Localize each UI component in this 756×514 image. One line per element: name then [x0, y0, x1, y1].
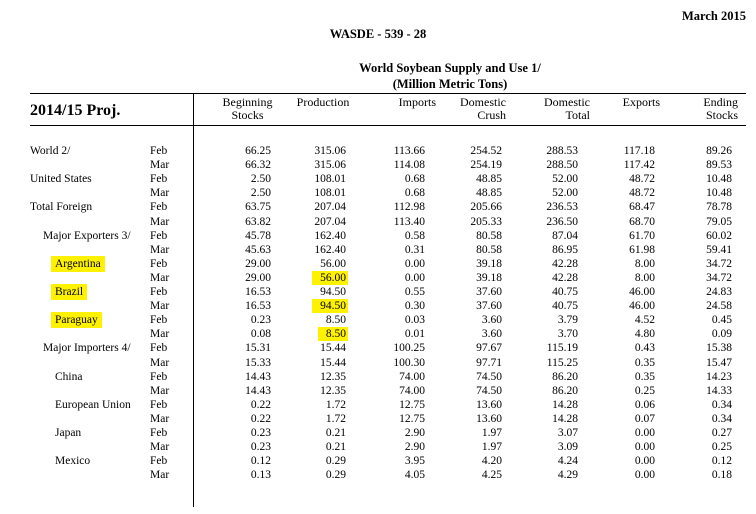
table-cell-exports: 0.00 — [634, 427, 655, 439]
table-cell-ending-stocks: 0.34 — [711, 398, 732, 411]
table-cell-exports: 0.35 — [634, 370, 655, 383]
table-cell-ending-stocks: 14.33 — [706, 384, 732, 397]
table-cell-domestic-crush: 205.66 — [470, 201, 502, 214]
table-cell-domestic-crush: 97.71 — [476, 356, 502, 369]
report-date: March 2015 — [682, 9, 746, 23]
table-cell-ending-stocks: 0.45 — [711, 314, 732, 327]
row-month: Feb — [150, 145, 168, 157]
row-month: Feb — [150, 370, 168, 383]
table-cell-beginning-stocks: 15.31 — [245, 342, 271, 355]
table-cell-domestic-total: 42.28 — [552, 271, 578, 284]
table-cell-production: 8.50 — [325, 314, 346, 327]
header-production-line1: Production — [296, 95, 350, 109]
table-cell-imports: 0.55 — [404, 286, 425, 298]
header-top-rule — [30, 93, 746, 94]
table-cell-imports: 100.25 — [393, 342, 425, 355]
table-cell-production: 315.06 — [314, 159, 346, 172]
table-cell-production: 12.35 — [320, 384, 346, 397]
table-cell-exports: 0.07 — [634, 412, 655, 425]
table-cell-production: 207.04 — [314, 201, 346, 214]
table-cell-production: 0.29 — [325, 469, 346, 482]
table-title: World Soybean Supply and Use 1/ — [359, 61, 541, 75]
table-cell-domestic-crush: 48.85 — [476, 187, 502, 200]
table-cell-imports: 113.66 — [393, 145, 425, 157]
row-month: Mar — [150, 215, 170, 228]
table-cell-domestic-total: 86.20 — [552, 370, 578, 383]
header-imports-line1: Imports — [398, 95, 436, 109]
table-cell-domestic-total: 14.28 — [552, 398, 578, 411]
table-cell-ending-stocks: 0.27 — [711, 427, 732, 439]
row-month: Mar — [150, 356, 170, 369]
table-cell-imports: 4.05 — [404, 469, 425, 482]
table-cell-beginning-stocks: 66.25 — [245, 145, 271, 157]
table-cell-beginning-stocks: 63.75 — [245, 201, 271, 214]
table-cell-domestic-total: 14.28 — [552, 412, 578, 425]
table-cell-beginning-stocks: 66.32 — [245, 159, 271, 172]
table-cell-domestic-total: 3.70 — [557, 328, 578, 341]
table-cell-beginning-stocks: 15.33 — [245, 356, 271, 369]
table-cell-exports: 117.18 — [623, 145, 655, 157]
header-domestic-total-line2: Total — [565, 108, 590, 122]
table-cell-exports: 0.00 — [634, 455, 655, 468]
table-cell-beginning-stocks: 0.08 — [250, 328, 271, 341]
row-month: Feb — [150, 455, 168, 468]
table-cell-domestic-total: 115.19 — [546, 342, 578, 355]
row-label: Major Importers 4/ — [43, 342, 131, 355]
table-cell-imports: 2.90 — [404, 427, 425, 439]
row-month: Feb — [150, 229, 168, 242]
table-cell-imports: 74.00 — [399, 370, 425, 383]
row-month: Mar — [150, 300, 170, 313]
table-cell-domestic-total: 4.29 — [557, 469, 578, 482]
row-month: Feb — [150, 398, 168, 411]
table-cell-production: 1.72 — [325, 412, 346, 425]
table-cell-ending-stocks: 0.09 — [711, 328, 732, 341]
header-ending-stocks-line1: Ending — [703, 95, 738, 109]
row-label: Brazil — [51, 284, 87, 300]
table-cell-domestic-total: 3.09 — [557, 441, 578, 454]
table-cell-exports: 48.72 — [629, 187, 655, 200]
table-cell-production: 0.21 — [325, 441, 346, 454]
table-cell-beginning-stocks: 0.23 — [250, 427, 271, 439]
table-cell-beginning-stocks: 0.22 — [250, 398, 271, 411]
table-cell-production: 162.40 — [314, 229, 346, 242]
table-cell-ending-stocks: 10.48 — [706, 187, 732, 200]
table-cell-domestic-total: 3.79 — [557, 314, 578, 327]
table-cell-domestic-total: 42.28 — [552, 257, 578, 270]
row-month: Feb — [150, 257, 168, 270]
table-cell-beginning-stocks: 0.12 — [250, 455, 271, 468]
table-cell-imports: 114.08 — [393, 159, 425, 172]
table-cell-imports: 3.95 — [404, 455, 425, 468]
row-label: Mexico — [55, 455, 91, 468]
header-domestic-crush-line2: Crush — [477, 108, 506, 122]
row-month: Feb — [150, 173, 168, 186]
table-cell-imports: 12.75 — [399, 398, 425, 411]
table-cell-exports: 4.52 — [634, 314, 655, 327]
table-cell-imports: 0.30 — [404, 300, 425, 313]
row-month: Mar — [150, 469, 170, 482]
row-label: Major Exporters 3/ — [43, 229, 131, 242]
table-cell-imports: 2.90 — [404, 441, 425, 454]
table-cell-ending-stocks: 78.78 — [706, 201, 732, 214]
row-label: Total Foreign — [30, 201, 93, 214]
table-cell-domestic-crush: 4.25 — [481, 469, 502, 482]
row-label: Paraguay — [51, 312, 102, 328]
table-cell-domestic-crush: 254.19 — [470, 159, 502, 172]
header-domestic-total-line1: Domestic — [544, 95, 590, 109]
table-cell-beginning-stocks: 2.50 — [250, 187, 271, 200]
row-month: Mar — [150, 412, 170, 425]
table-cell-ending-stocks: 79.05 — [706, 215, 732, 228]
table-cell-imports: 0.03 — [404, 314, 425, 327]
table-cell-production: 94.50 — [312, 299, 348, 313]
table-cell-beginning-stocks: 29.00 — [245, 271, 271, 284]
table-cell-ending-stocks: 59.41 — [706, 243, 732, 256]
table-cell-domestic-total: 236.50 — [546, 215, 578, 228]
table-cell-exports: 8.00 — [634, 271, 655, 284]
table-cell-ending-stocks: 34.72 — [706, 271, 732, 284]
table-cell-exports: 68.70 — [629, 215, 655, 228]
header-bottom-rule — [30, 125, 746, 126]
table-cell-beginning-stocks: 0.22 — [250, 412, 271, 425]
row-label: United States — [30, 173, 92, 186]
table-cell-ending-stocks: 0.34 — [711, 412, 732, 425]
row-label: European Union — [55, 398, 131, 411]
table-cell-domestic-total: 87.04 — [552, 229, 578, 242]
table-cell-imports: 0.58 — [404, 229, 425, 242]
table-cell-ending-stocks: 15.38 — [706, 342, 732, 355]
table-cell-production: 207.04 — [314, 215, 346, 228]
table-cell-exports: 46.00 — [629, 300, 655, 313]
table-cell-exports: 4.80 — [634, 328, 655, 341]
table-cell-domestic-crush: 37.60 — [476, 300, 502, 313]
table-cell-production: 108.01 — [314, 173, 346, 186]
table-cell-domestic-total: 40.75 — [552, 300, 578, 313]
table-cell-ending-stocks: 10.48 — [706, 173, 732, 186]
header-domestic-crush-line1: Domestic — [460, 95, 506, 109]
table-cell-exports: 0.25 — [634, 384, 655, 397]
table-cell-domestic-total: 86.20 — [552, 384, 578, 397]
table-cell-exports: 0.35 — [634, 356, 655, 369]
table-cell-beginning-stocks: 14.43 — [245, 370, 271, 383]
table-cell-domestic-total: 236.53 — [546, 201, 578, 214]
table-cell-domestic-total: 86.95 — [552, 243, 578, 256]
table-cell-domestic-total: 288.53 — [546, 145, 578, 157]
row-month: Feb — [150, 427, 168, 439]
table-cell-exports: 0.06 — [634, 398, 655, 411]
table-cell-production: 8.50 — [318, 327, 348, 341]
row-label: Argentina — [51, 256, 105, 272]
table-cell-domestic-crush: 205.33 — [470, 215, 502, 228]
table-cell-imports: 0.31 — [404, 243, 425, 256]
table-cell-beginning-stocks: 0.23 — [250, 441, 271, 454]
table-cell-domestic-crush: 74.50 — [476, 384, 502, 397]
table-cell-domestic-total: 52.00 — [552, 173, 578, 186]
table-cell-domestic-crush: 97.67 — [476, 342, 502, 355]
table-cell-exports: 46.00 — [629, 286, 655, 298]
table-cell-ending-stocks: 89.53 — [706, 159, 732, 172]
table-cell-domestic-crush: 1.97 — [481, 427, 502, 439]
table-cell-ending-stocks: 24.58 — [706, 300, 732, 313]
projection-label: 2014/15 Proj. — [30, 102, 121, 119]
table-cell-domestic-crush: 74.50 — [476, 370, 502, 383]
table-cell-imports: 0.00 — [404, 271, 425, 284]
row-month: Feb — [150, 314, 168, 327]
header-ending-stocks-line2: Stocks — [705, 108, 738, 122]
table-cell-ending-stocks: 34.72 — [706, 257, 732, 270]
table-cell-domestic-crush: 80.58 — [476, 229, 502, 242]
table-cell-domestic-crush: 254.52 — [470, 145, 502, 157]
table-cell-ending-stocks: 14.23 — [706, 370, 732, 383]
table-cell-exports: 117.42 — [623, 159, 655, 172]
row-label: Japan — [55, 427, 82, 439]
table-cell-exports: 0.43 — [634, 342, 655, 355]
row-month: Mar — [150, 187, 170, 200]
row-month: Mar — [150, 384, 170, 397]
table-cell-ending-stocks: 60.02 — [706, 229, 732, 242]
table-cell-domestic-total: 52.00 — [552, 187, 578, 200]
row-month: Mar — [150, 271, 170, 284]
table-cell-imports: 0.68 — [404, 187, 425, 200]
table-cell-production: 315.06 — [314, 145, 346, 157]
table-cell-domestic-crush: 3.60 — [481, 328, 502, 341]
row-month: Mar — [150, 328, 170, 341]
table-cell-production: 15.44 — [320, 342, 346, 355]
row-label: World 2/ — [30, 145, 71, 157]
table-cell-beginning-stocks: 0.23 — [250, 314, 271, 327]
table-cell-domestic-crush: 39.18 — [476, 271, 502, 284]
table-cell-production: 12.35 — [320, 370, 346, 383]
table-cell-beginning-stocks: 45.63 — [245, 243, 271, 256]
column-divider — [193, 93, 194, 507]
table-cell-exports: 0.00 — [634, 441, 655, 454]
table-cell-exports: 68.47 — [629, 201, 655, 214]
table-cell-domestic-total: 115.25 — [546, 356, 578, 369]
table-cell-ending-stocks: 89.26 — [706, 145, 732, 157]
table-cell-production: 162.40 — [314, 243, 346, 256]
table-cell-domestic-total: 288.50 — [546, 159, 578, 172]
table-cell-imports: 0.00 — [404, 257, 425, 270]
table-cell-domestic-crush: 37.60 — [476, 286, 502, 298]
table-cell-production: 56.00 — [320, 257, 346, 270]
table-cell-beginning-stocks: 16.53 — [245, 300, 271, 313]
table-cell-production: 94.50 — [320, 286, 346, 298]
table-cell-imports: 112.98 — [393, 201, 425, 214]
table-cell-domestic-total: 3.07 — [557, 427, 578, 439]
table-cell-imports: 113.40 — [393, 215, 425, 228]
table-cell-beginning-stocks: 45.78 — [245, 229, 271, 242]
table-cell-beginning-stocks: 2.50 — [250, 173, 271, 186]
table-cell-ending-stocks: 15.47 — [706, 356, 732, 369]
table-cell-ending-stocks: 24.83 — [706, 286, 732, 298]
header-beginning-stocks-line2: Stocks — [231, 108, 264, 122]
table-cell-imports: 0.68 — [404, 173, 425, 186]
table-cell-exports: 0.00 — [634, 469, 655, 482]
table-cell-production: 0.21 — [325, 427, 346, 439]
table-cell-imports: 74.00 — [399, 384, 425, 397]
table-cell-ending-stocks: 0.25 — [711, 441, 732, 454]
row-month: Mar — [150, 243, 170, 256]
table-cell-imports: 100.30 — [393, 356, 425, 369]
table-cell-exports: 48.72 — [629, 173, 655, 186]
table-cell-domestic-crush: 4.20 — [481, 455, 502, 468]
table-cell-production: 0.29 — [325, 455, 346, 468]
table-cell-production: 15.44 — [320, 356, 346, 369]
table-cell-domestic-crush: 13.60 — [476, 398, 502, 411]
table-cell-exports: 8.00 — [634, 257, 655, 270]
table-cell-ending-stocks: 0.18 — [711, 469, 732, 482]
table-cell-domestic-total: 4.24 — [557, 455, 578, 468]
header-exports-line1: Exports — [622, 95, 660, 109]
row-month: Mar — [150, 441, 170, 454]
row-label: China — [55, 370, 83, 383]
report-number: WASDE - 539 - 28 — [329, 27, 427, 41]
header-beginning-stocks-line1: Beginning — [222, 95, 273, 109]
table-cell-beginning-stocks: 0.13 — [250, 469, 271, 482]
table-cell-domestic-crush: 48.85 — [476, 173, 502, 186]
row-month: Feb — [150, 286, 168, 298]
table-cell-beginning-stocks: 29.00 — [245, 257, 271, 270]
table-subtitle: (Million Metric Tons) — [392, 77, 508, 91]
table-cell-exports: 61.98 — [629, 243, 655, 256]
table-cell-production: 108.01 — [314, 187, 346, 200]
table-cell-domestic-crush: 80.58 — [476, 243, 502, 256]
row-month: Mar — [150, 159, 170, 172]
table-cell-imports: 12.75 — [399, 412, 425, 425]
row-month: Feb — [150, 201, 168, 214]
row-month: Feb — [150, 342, 168, 355]
table-cell-domestic-crush: 1.97 — [481, 441, 502, 454]
table-cell-imports: 0.01 — [404, 328, 425, 341]
table-cell-exports: 61.70 — [629, 229, 655, 242]
table-cell-beginning-stocks: 16.53 — [245, 286, 271, 298]
table-cell-ending-stocks: 0.12 — [711, 455, 732, 468]
table-cell-beginning-stocks: 14.43 — [245, 384, 271, 397]
table-cell-production: 56.00 — [312, 271, 348, 285]
table-cell-beginning-stocks: 63.82 — [245, 215, 271, 228]
table-cell-domestic-total: 40.75 — [552, 286, 578, 298]
table-cell-production: 1.72 — [325, 398, 346, 411]
table-cell-domestic-crush: 13.60 — [476, 412, 502, 425]
table-cell-domestic-crush: 39.18 — [476, 257, 502, 270]
table-cell-domestic-crush: 3.60 — [481, 314, 502, 327]
